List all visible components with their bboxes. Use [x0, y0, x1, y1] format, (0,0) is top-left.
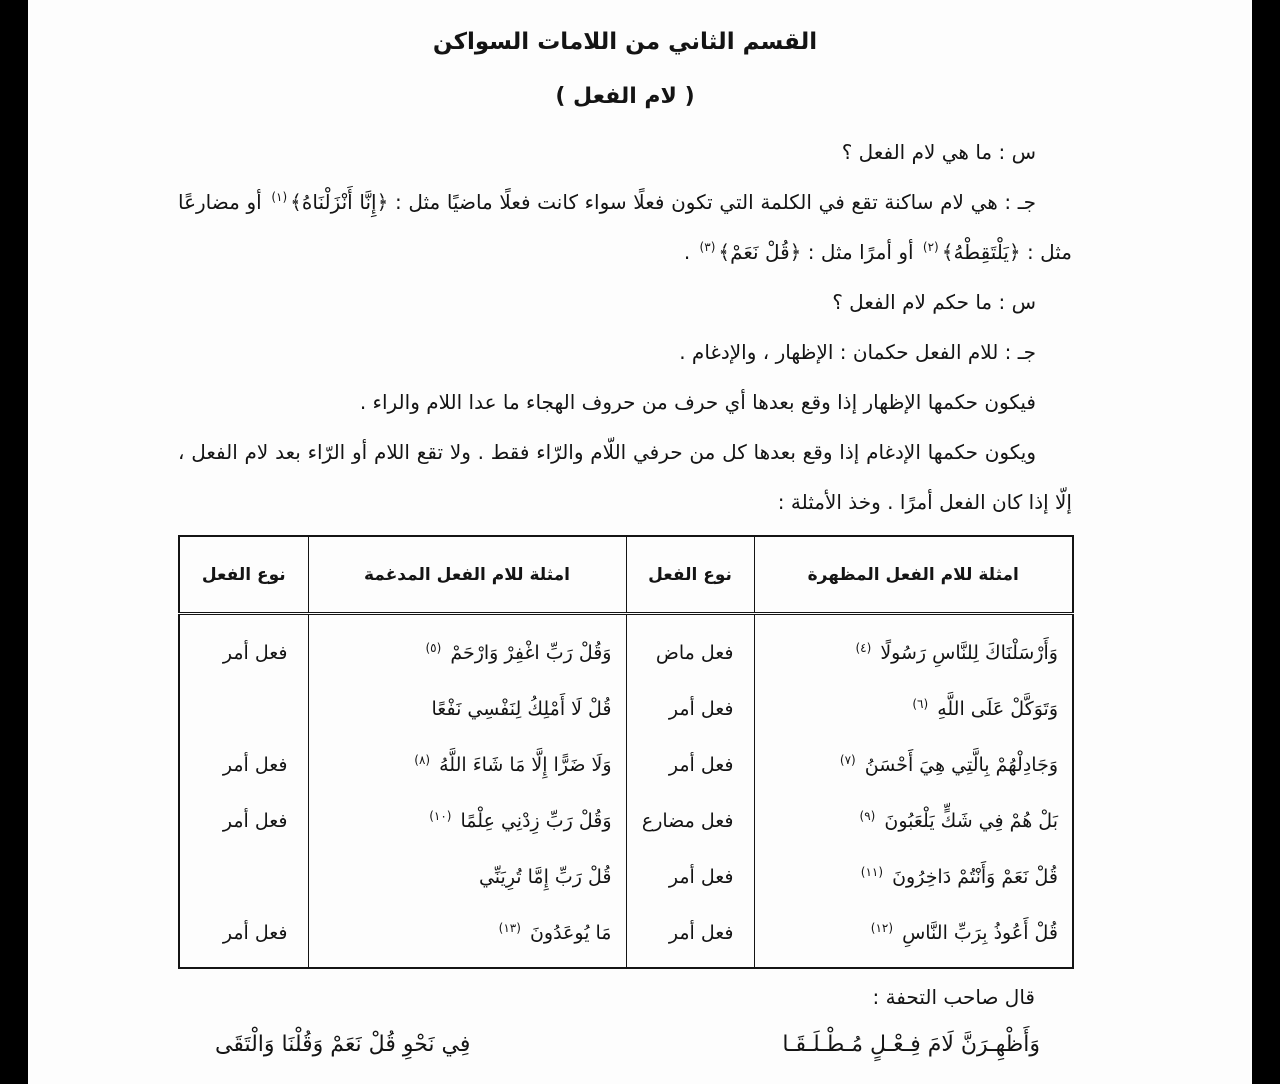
answer-ruling: جـ : للام الفعل حكمان : الإظهار ، والإدغام .: [679, 340, 1036, 364]
verb-type: فعل أمر: [668, 922, 734, 944]
poem-intro: قال صاحب التحفة :: [872, 985, 1035, 1009]
question-ruling: س : ما حكم لام الفعل ؟: [832, 290, 1036, 314]
sentence-end: .: [683, 240, 691, 264]
examples-table: [178, 535, 1074, 969]
table-row: [179, 681, 1073, 737]
footnote-ref: (١١): [860, 864, 884, 879]
verb-type: فعل أمر: [222, 810, 288, 832]
quran-example-present: ﴿يَلْتَقِطْهُ﴾: [941, 240, 1021, 264]
izhar-example: قُلْ نَعَمْ وَأَنْتُمْ دَاخِرُونَ: [892, 866, 1058, 888]
verb-type: فعل أمر: [668, 698, 734, 720]
table-row: [179, 849, 1073, 905]
verb-type: فعل ماض: [655, 642, 734, 664]
idgham-verb-type-cell: [179, 737, 308, 793]
izhar-example: وَأَرْسَلْنَاكَ لِلنَّاسِ رَسُولًا: [880, 642, 1058, 664]
question-definition: س : ما هي لام الفعل ؟: [841, 140, 1036, 164]
document-content: [178, 0, 1072, 1084]
section-subtitle: ( لام الفعل ): [555, 84, 695, 109]
verb-type: فعل مضارع: [641, 810, 734, 832]
izhar-example: قُلْ أَعُوذُ بِرَبِّ النَّاسِ: [902, 922, 1058, 944]
idgham-example: قُلْ لَا أَمْلِكُ لِنَفْسِي نَفْعًا: [431, 698, 612, 720]
izhar-verb-type-cell: [626, 681, 754, 737]
poem-verse: [215, 1025, 1040, 1065]
izhar-example-cell: [754, 614, 1073, 682]
footnote-ref: (٨): [414, 752, 431, 767]
izhar-example-cell: [754, 681, 1073, 737]
idgham-example-cell: [308, 905, 626, 968]
idgham-example: وَلَا ضَرًّا إِلَّا مَا شَاءَ اللَّهُ: [439, 754, 612, 776]
examples-table-body: [179, 614, 1073, 969]
verb-type: فعل أمر: [222, 642, 288, 664]
quran-example-imperative: ﴿قُلْ نَعَمْ﴾: [718, 240, 802, 264]
footnote-ref: (٩): [859, 808, 876, 823]
verb-type: فعل أمر: [668, 754, 734, 776]
idgham-rule-paragraph: ويكون حكمها الإدغام إذا وقع بعدها كل من حرفي اللّام والرّاء فقط . ولا تقع اللام أو الرّاء بعد لام الفعل ، إلّا إذا كان الفعل أمرًا . وخذ الأمثلة :: [178, 440, 1072, 514]
footnote-ref: (١٢): [870, 920, 894, 935]
section-title: القسم الثاني من اللامات السواكن: [432, 29, 818, 55]
izhar-verb-type-cell: [626, 905, 754, 968]
izhar-verb-type-cell: [626, 849, 754, 905]
verb-type: فعل أمر: [222, 754, 288, 776]
poem-first-hemistich: وَأَظْهِـرَنَّ لَامَ فِـعْـلٍ مُـطْـلَـقَـا: [782, 1032, 1040, 1057]
izhar-example: وَجَادِلْهُمْ بِالَّتِي هِيَ أَحْسَنُ: [864, 754, 1058, 776]
poem-second-hemistich: فِي نَحْوِ قُلْ نَعَمْ وَقُلْنَا وَالْتَقَى: [215, 1032, 471, 1057]
answer-definition-text: جـ : هي لام ساكنة تقع في الكلمة التي تكون فعلًا سواء كانت فعلًا ماضيًا مثل :: [394, 190, 1037, 214]
idgham-example: مَا يُوعَدُونَ: [529, 922, 612, 944]
idgham-example-cell: [308, 614, 626, 682]
table-row: [179, 614, 1073, 682]
izhar-example-cell: [754, 793, 1073, 849]
answer-definition-text: أو أمرًا مثل :: [807, 240, 914, 264]
footnote-ref: (١٠): [429, 808, 452, 823]
idgham-example-cell: [308, 793, 626, 849]
header-izhar-verb-type: نوع الفعل: [626, 536, 754, 614]
answer-definition-text: أو مضارعًا مثل :: [178, 190, 1072, 264]
answer-definition: [178, 177, 1072, 277]
header-izhar-examples: امثلة للام الفعل المظهرة: [754, 536, 1073, 614]
footnote-ref: (١٣): [498, 920, 521, 935]
footnote-ref: (٥): [425, 640, 442, 655]
body-text: [178, 127, 1072, 527]
izhar-example: وَتَوَكَّلْ عَلَى اللَّهِ: [937, 698, 1058, 720]
header-idgham-examples: امثلة للام الفعل المدغمة: [308, 536, 626, 614]
izhar-example-cell: [754, 737, 1073, 793]
footnote-ref: (٧): [839, 752, 856, 767]
idgham-example-cell: [308, 849, 626, 905]
idgham-verb-type-cell: [179, 793, 308, 849]
idgham-verb-type-cell: [179, 681, 308, 737]
idgham-example-cell: [308, 681, 626, 737]
idgham-verb-type-cell: [179, 905, 308, 968]
izhar-verb-type-cell: [626, 737, 754, 793]
idgham-example-cell: [308, 737, 626, 793]
idgham-verb-type-cell: [179, 614, 308, 682]
table-row: [179, 737, 1073, 793]
footnote-ref: (١): [271, 190, 288, 205]
table-row: [179, 793, 1073, 849]
izhar-verb-type-cell: [626, 793, 754, 849]
izhar-verb-type-cell: [626, 614, 754, 682]
idgham-example: وَقُلْ رَبِّ اغْفِرْ وَارْحَمْ: [450, 642, 612, 664]
verb-type: فعل أمر: [222, 922, 288, 944]
izhar-example-cell: [754, 905, 1073, 968]
footnote-ref: (٣): [699, 240, 716, 255]
footnote-ref: (٢): [922, 240, 939, 255]
verb-type: فعل أمر: [668, 866, 734, 888]
footnote-ref: (٤): [855, 640, 872, 655]
footnote-ref: (٦): [912, 696, 929, 711]
table-row: [179, 905, 1073, 968]
header-row: [179, 536, 1073, 614]
examples-table-header: [179, 536, 1073, 614]
izhar-example: بَلْ هُمْ فِي شَكٍّ يَلْعَبُونَ: [884, 810, 1058, 832]
izhar-example-cell: [754, 849, 1073, 905]
idgham-example: قُلْ رَبِّ إِمَّا تُرِيَنِّي: [478, 866, 612, 888]
izhar-rule-paragraph: فيكون حكمها الإظهار إذا وقع بعدها أي حرف من حروف الهجاء ما عدا اللام والراء .: [359, 390, 1036, 414]
idgham-verb-type-cell: [179, 849, 308, 905]
header-idgham-verb-type: نوع الفعل: [179, 536, 308, 614]
idgham-example: وَقُلْ رَبِّ زِدْنِي عِلْمًا: [460, 810, 612, 832]
quran-example-past: ﴿إِنَّا أَنْزَلْنَاهُ﴾: [290, 190, 389, 214]
